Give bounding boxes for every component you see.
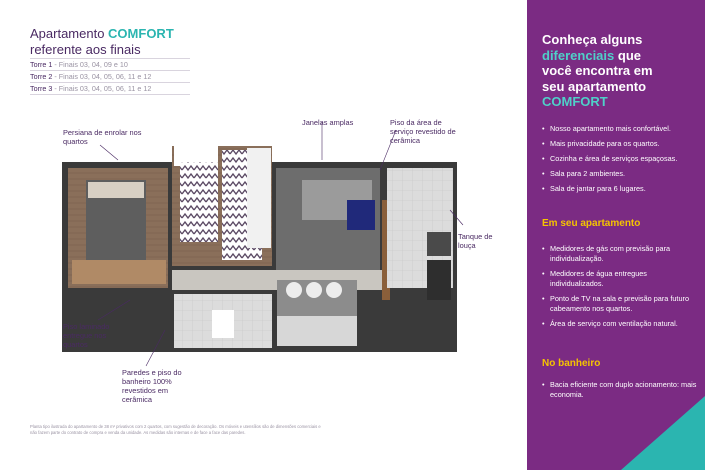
section-bathroom-heading: No banheiro (542, 358, 601, 369)
tower-finals: - Finais 03, 04, 05, 06, 11 e 12 (52, 84, 152, 93)
tower-row (30, 71, 190, 83)
list-item: • Medidores de gás com previsão para individualização. (542, 244, 702, 264)
heading-accent-comfort: COMFORT (542, 94, 608, 109)
tower-name: Torre 1 (30, 60, 53, 69)
heading-line: que (614, 47, 641, 63)
tower-list (30, 58, 190, 95)
tower-row (30, 83, 190, 95)
teal-corner-decoration (621, 396, 705, 470)
list-item: • Sala de jantar para 6 lugares. (542, 184, 702, 194)
tower-row (30, 59, 190, 71)
callout-piso-servico: Piso da área de serviço revestido de cerâmica (390, 118, 456, 145)
tower-name: Torre 3 (30, 84, 53, 93)
list-item: • Cozinha e área de serviços espaçosas. (542, 154, 702, 164)
list-item: • Bacia eficiente com duplo acionamento: mais economia. (542, 380, 702, 400)
heading-line: seu apartamento (542, 78, 647, 94)
legal-footnote: Planta tipo ilustrada do apartamento de 38 m² privativos com 2 quartos, com sugestão de decoração. Os móveis e utensílios são de dimensões comerciais e não fazem parte do contrato de compra e venda da unidade. As medidas são internas e de face a face das paredes. (30, 424, 321, 435)
title-subline: referente aos finais (30, 42, 141, 57)
list-item: • Nosso apartamento mais confortável. (542, 124, 702, 134)
title-prefix: Apartamento (30, 26, 109, 41)
heading-accent: diferenciais (542, 47, 615, 63)
list-item: • Medidores de água entregues individualizados. (542, 269, 702, 289)
tower-finals: - Finais 03, 04, 09 e 10 (52, 60, 128, 69)
list-item: • Área de serviço com ventilação natural. (542, 319, 702, 329)
list-item: • Mais privacidade para os quartos. (542, 139, 702, 149)
tower-finals: - Finais 03, 04, 05, 06, 11 e 12 (52, 72, 152, 81)
callout-paredes-banheiro: Paredes e piso do banheiro 100% revestidos em cerâmica (122, 368, 182, 404)
tower-name: Torre 2 (30, 72, 53, 81)
callout-janelas: Janelas amplas (302, 118, 354, 127)
apartment-title (30, 26, 174, 58)
callout-persiana: Persiana de enrolar nos quartos (63, 128, 142, 146)
features-panel (527, 0, 705, 470)
section-apartment-heading: Em seu apartamento (542, 218, 641, 229)
title-accent: COMFORT (108, 26, 174, 41)
callout-piso-laminado: Piso laminado entregue nos quartos (63, 322, 110, 349)
list-item: • Sala para 2 ambientes. (542, 169, 702, 179)
heading-line: Conheça alguns (542, 32, 643, 47)
feature-list (542, 124, 702, 199)
apartment-list (542, 244, 702, 334)
list-item: • Ponto de TV na sala e previsão para futuro cabeamento nos quartos. (542, 294, 702, 314)
callout-tanque: Tanque de louça (458, 232, 493, 250)
features-heading (542, 32, 697, 110)
heading-line: você encontra em (542, 63, 653, 78)
